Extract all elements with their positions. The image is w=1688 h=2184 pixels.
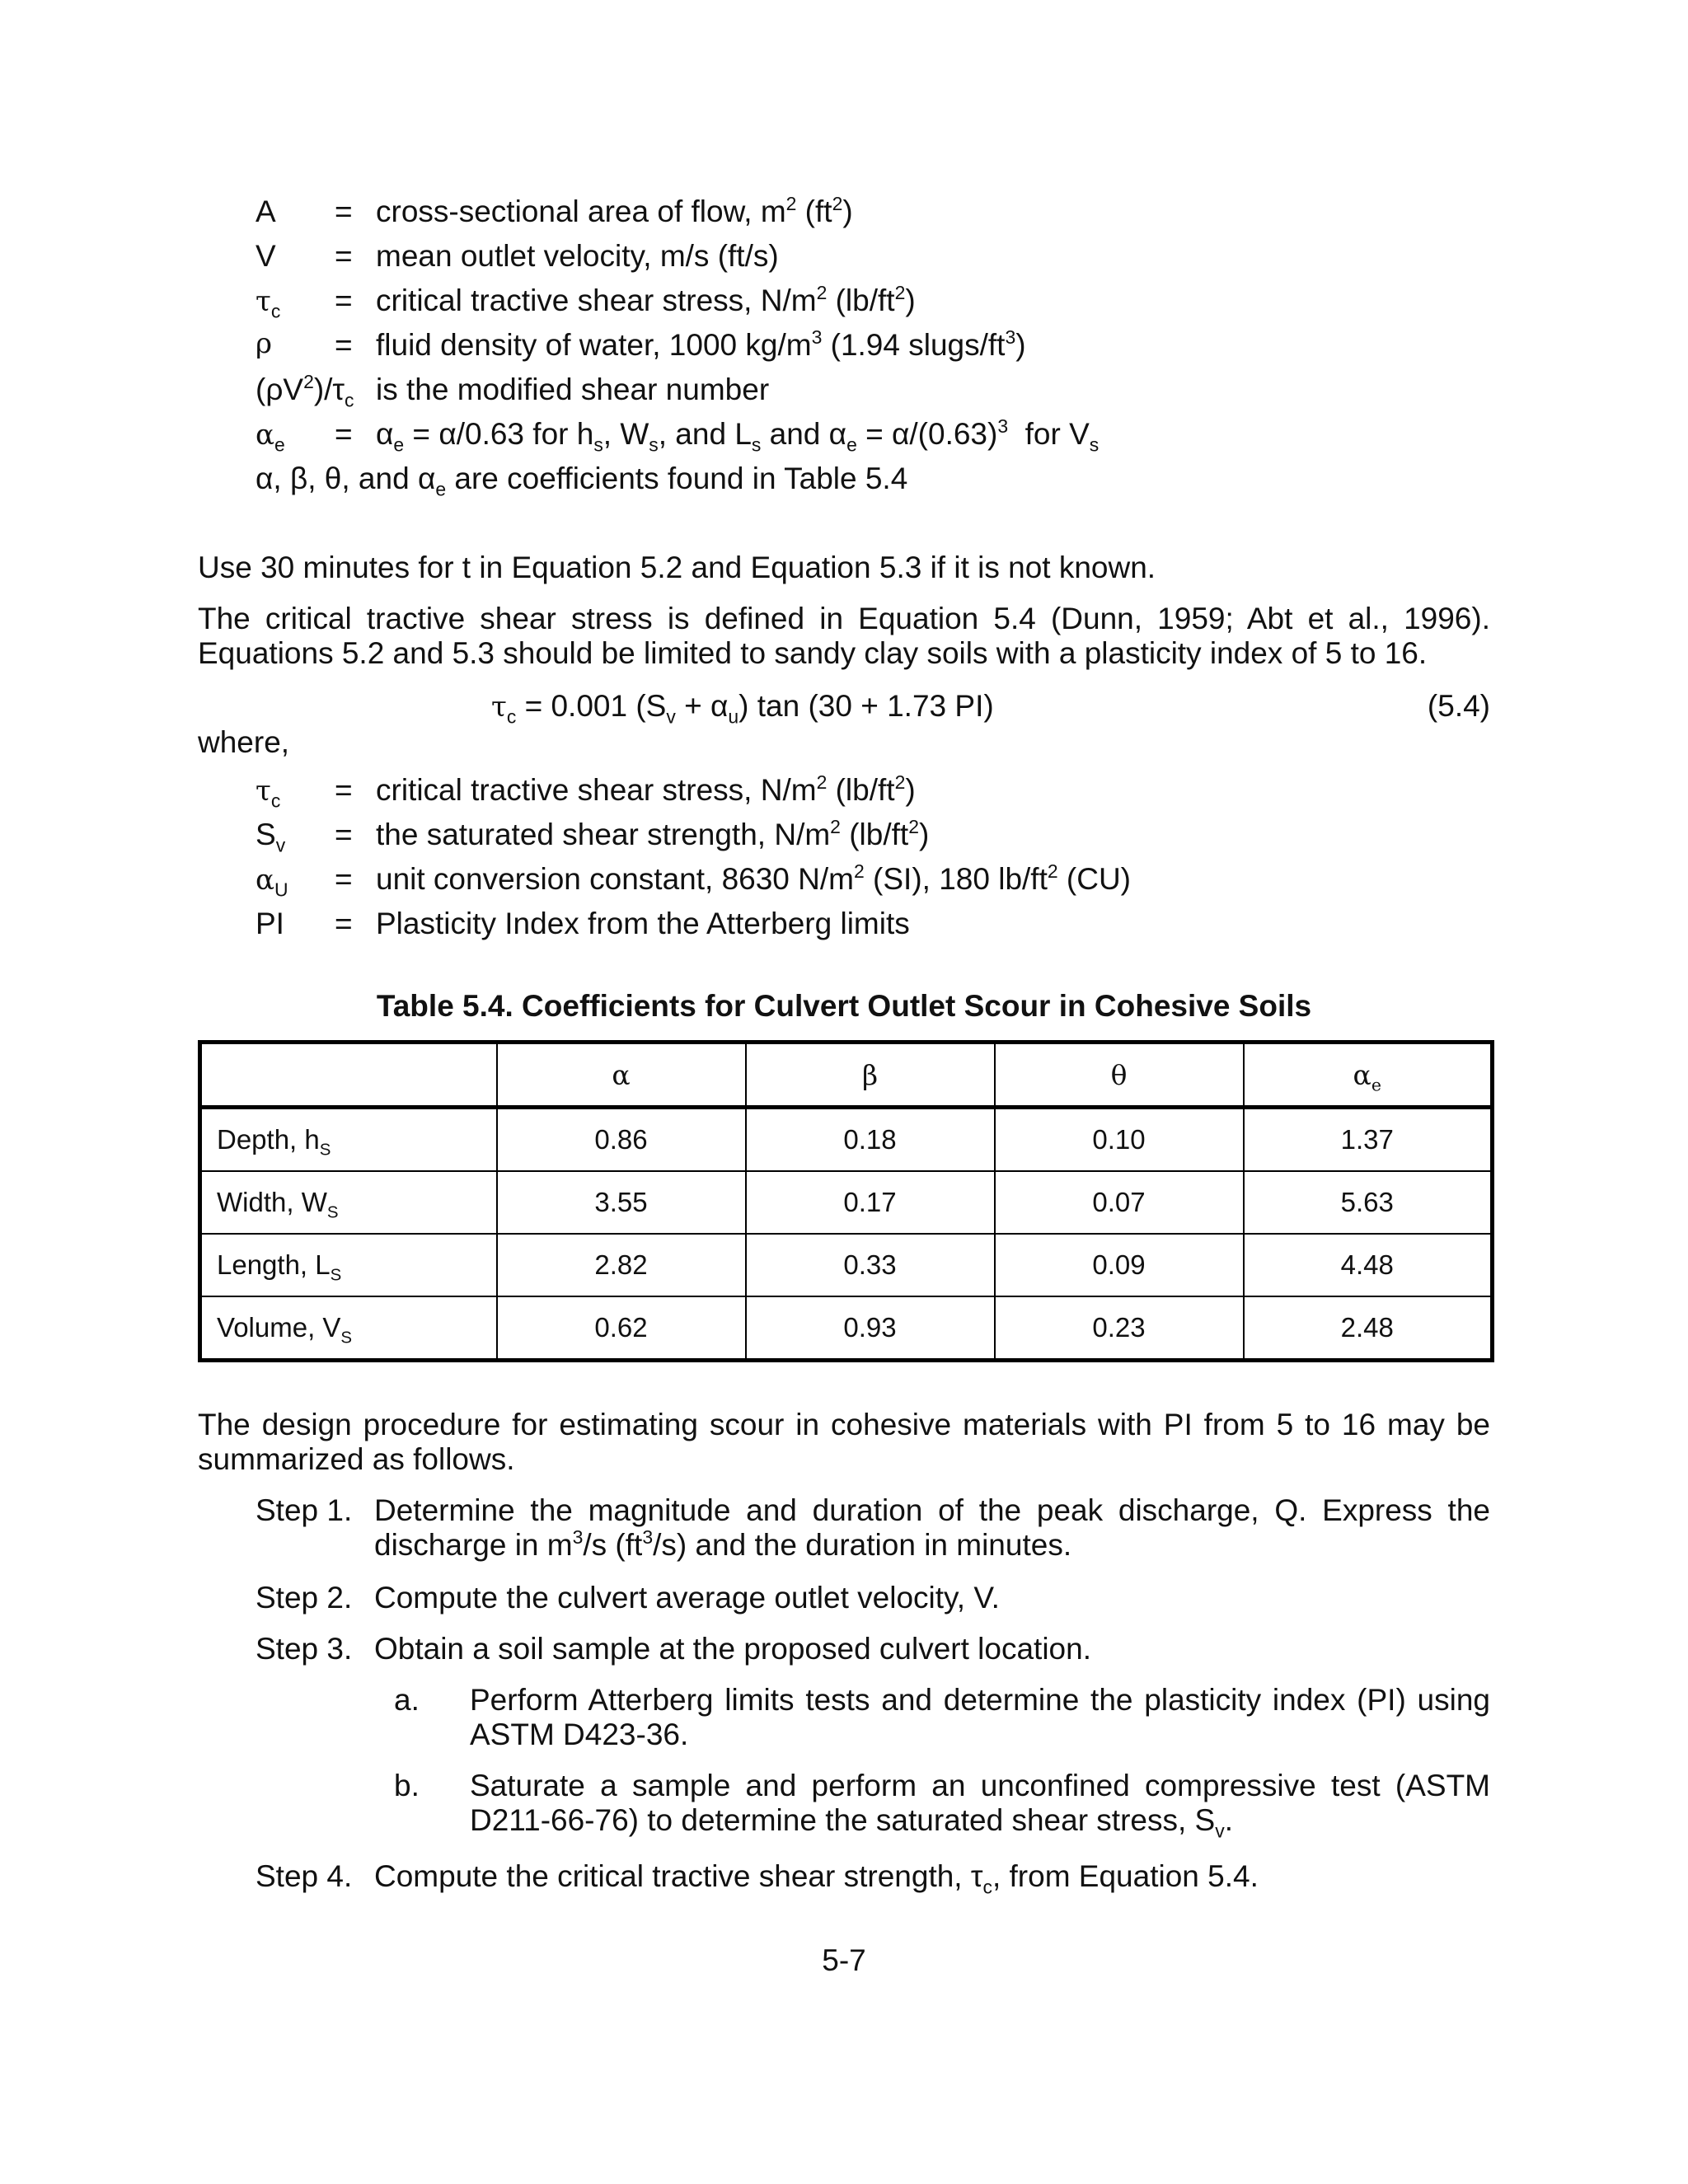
table-row xyxy=(200,1108,1493,1172)
table-cell: 3.55 xyxy=(497,1171,746,1234)
table-row xyxy=(200,1296,1493,1361)
table-row xyxy=(200,1234,1493,1296)
table-cell: 0.33 xyxy=(746,1234,995,1296)
table-cell: 0.62 xyxy=(497,1296,746,1361)
table-row xyxy=(200,1171,1493,1234)
modified-shear-text: is the modified shear number xyxy=(376,373,770,406)
variable-symbol: A xyxy=(256,194,276,228)
table-cell: 0.07 xyxy=(995,1171,1244,1234)
substep-label: b. xyxy=(394,1769,420,1802)
row-label: Depth, $h_S$ xyxy=(200,1108,497,1172)
table-cell: 0.09 xyxy=(995,1234,1244,1296)
equals-sign: = xyxy=(335,862,353,896)
table-cell: 1.37 xyxy=(1244,1108,1493,1172)
substep-text: Saturate a sample and perform an unconfined compressive test (ASTM D211-66-76) to determine the saturated shear stress, $S_v$. xyxy=(470,1769,1490,1842)
page-number: 5-7 xyxy=(822,1943,866,1977)
table-cell: 0.86 xyxy=(497,1108,746,1172)
variable-symbol: PI xyxy=(256,907,284,940)
step-text: Obtain a soil sample at the proposed culvert location. xyxy=(374,1632,1091,1666)
table-header-alpha-e: $\alpha_e$ xyxy=(1244,1043,1493,1108)
modified-shear-row xyxy=(256,370,1492,411)
variable-definition: critical tractive shear stress, $N/m^2$ $(lb/ft^2)$ xyxy=(376,771,916,807)
variable-symbol: $\alpha_U$ xyxy=(256,864,288,901)
step-text: Compute the critical tractive shear strength, $\tau_c$, from Equation 5.4. xyxy=(374,1859,1259,1898)
equals-sign: = xyxy=(335,818,353,851)
table-header-alpha: α xyxy=(497,1043,746,1108)
table-cell: 0.17 xyxy=(746,1171,995,1234)
table-header-empty xyxy=(200,1043,497,1108)
variable-row-PI xyxy=(256,907,1492,943)
variable-symbol: $S_v$ xyxy=(256,818,286,856)
coefficient-table xyxy=(198,1040,1494,1362)
substep-label: a. xyxy=(394,1683,420,1717)
equals-sign: = xyxy=(335,907,353,940)
table-header-row xyxy=(200,1043,1493,1108)
variable-definition: the saturated shear strength, $N/m^2$ $(lb/ft^2)$ xyxy=(376,815,930,851)
equals-sign: = xyxy=(335,417,353,451)
variable-symbol: V xyxy=(256,239,276,273)
modified-shear-symbol: $(\rho V^2)/\tau_c$ xyxy=(256,370,354,411)
step-label: Step 3. xyxy=(256,1632,353,1666)
substep-text: Perform Atterberg limits tests and determine the plasticity index (PI) using ASTM D423-36. xyxy=(470,1683,1490,1751)
variable-row-rho xyxy=(256,328,1492,364)
variable-symbol: $\tau_c$ xyxy=(256,285,281,322)
row-label: Volume, $V_S$ xyxy=(200,1296,497,1361)
variable-definition: mean outlet velocity, m/s (ft/s) xyxy=(376,239,779,273)
variable-row-V xyxy=(256,239,1492,275)
step-label: Step 2. xyxy=(256,1581,353,1615)
equals-sign: = xyxy=(335,194,353,228)
equals-sign: = xyxy=(335,773,353,807)
coefficient-line xyxy=(256,462,1492,498)
variable-definition: cross-sectional area of flow, $m^2$ $(ft^2)$ xyxy=(376,192,853,228)
equation-5-4: $\tau_c = 0.001$ $(S_v + \alpha_u)$ tan (30 + 1.73 PI) xyxy=(491,689,994,728)
table-cell: 4.48 xyxy=(1244,1234,1493,1296)
step-text: Determine the magnitude and duration of the peak discharge, Q. Express the discharge in $m^3/s$ $(ft^3/s)$ and the duration in minutes. xyxy=(374,1493,1490,1562)
equals-sign: = xyxy=(335,284,353,317)
variable-symbol: $\tau_c$ xyxy=(256,775,281,812)
equals-sign: = xyxy=(335,239,353,273)
coefficient-line-text: α, β, θ, and $\alpha_e$ are coefficients found in Table 5.4 xyxy=(256,462,908,500)
variable-definition: unit conversion constant, 8630 $N/m^2$ (SI), 180 $lb/ft^2$ (CU) xyxy=(376,860,1131,896)
paragraph-critical-shear: The critical tractive shear stress is defined in Equation 5.4 (Dunn, 1959; Abt et al., 1996). Equations 5.2 and 5.3 should be limited to sandy clay soils with a plasticity index of 5 to 16. xyxy=(198,602,1490,670)
step-text: Compute the culvert average outlet velocity, V. xyxy=(374,1581,1000,1615)
table-cell: 0.23 xyxy=(995,1296,1244,1361)
table-cell: 5.63 xyxy=(1244,1171,1493,1234)
variable-row-alpha-e xyxy=(256,415,1492,456)
table-caption: Table 5.4. Coefficients for Culvert Outlet Scour in Cohesive Soils xyxy=(376,989,1312,1023)
variable-definition: fluid density of water, 1000 $kg/m^3$ (1.94 slugs/$ft^3$) xyxy=(376,326,1026,362)
table-header-theta: θ xyxy=(995,1043,1244,1108)
variable-row-tau-c xyxy=(256,281,1492,322)
row-label: Length, $L_S$ xyxy=(200,1234,497,1296)
variable-definition: Plasticity Index from the Atterberg limits xyxy=(376,907,910,940)
equation-number: (5.4) xyxy=(1427,689,1490,723)
equals-sign: = xyxy=(335,328,353,362)
variable-symbol: ρ xyxy=(256,327,273,360)
table-cell: 0.18 xyxy=(746,1108,995,1172)
table-cell: 0.10 xyxy=(995,1108,1244,1172)
step-label: Step 1. xyxy=(256,1493,353,1527)
paragraph-time: Use 30 minutes for t in Equation 5.2 and Equation 5.3 if it is not known. xyxy=(198,551,1156,584)
variable-row-Sv xyxy=(256,815,1492,856)
table-cell: 2.48 xyxy=(1244,1296,1493,1361)
variable-definition: critical tractive shear stress, $N/m^2$ $(lb/ft^2)$ xyxy=(376,281,916,317)
paragraph-design-procedure: The design procedure for estimating scour in cohesive materials with PI from 5 to 16 may be summarized as follows. xyxy=(198,1408,1490,1476)
variable-row-A xyxy=(256,194,1492,231)
table-cell: 0.93 xyxy=(746,1296,995,1361)
step-label: Step 4. xyxy=(256,1859,353,1893)
variable-symbol: $\alpha_e$ xyxy=(256,419,285,456)
variable-row-tau-c xyxy=(256,771,1492,812)
row-label: Width, $W_S$ xyxy=(200,1171,497,1234)
variable-row-alpha-u xyxy=(256,860,1492,901)
variable-definition: $\alpha_e = \alpha/0.63$ for $h_s$, $W_s$, and $L_s$ and $\alpha_e = \alpha/(0.63)^3$ for $V_s$ xyxy=(376,415,1100,456)
table-header-beta: β xyxy=(746,1043,995,1108)
where-label: where, xyxy=(198,725,290,759)
table-cell: 2.82 xyxy=(497,1234,746,1296)
